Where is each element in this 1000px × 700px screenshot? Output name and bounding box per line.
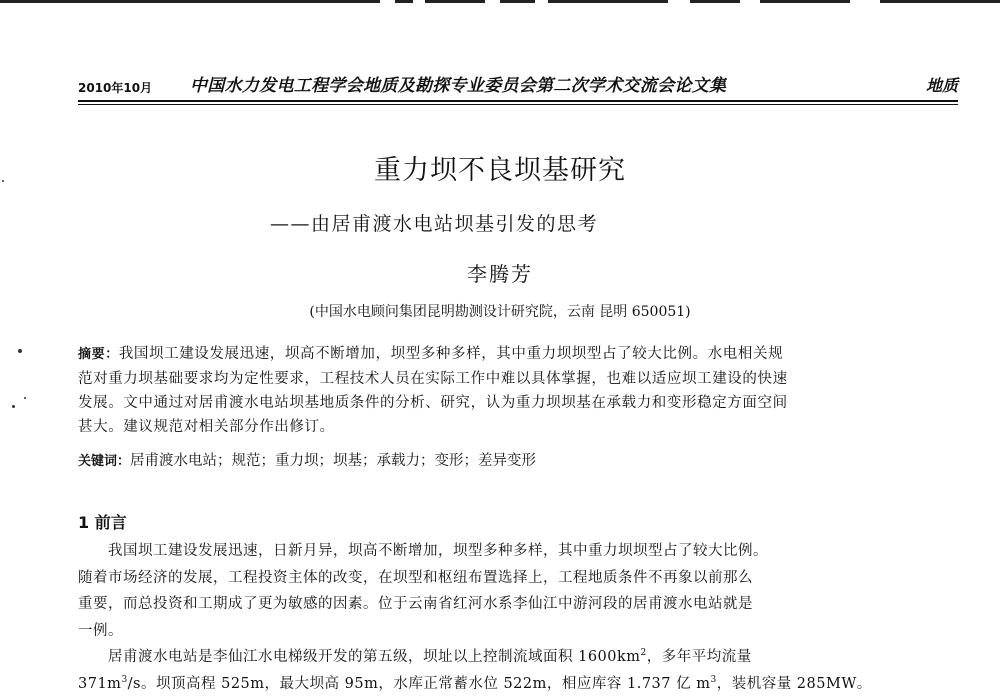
keywords-text: 居甫渡水电站；规范；重力坝；坝基；承载力；变形；差异变形 <box>130 453 537 469</box>
keywords <box>78 449 536 470</box>
superscript: 3 <box>121 674 128 685</box>
abstract-line-2: 范对重力坝基础要求均为定性要求，工程技术人员在实际工作中难以具体掌握，也难以适应坝工建设的快速 <box>78 371 788 387</box>
body-line <box>78 671 938 698</box>
author-affiliation: (中国水电顾问集团昆明勘测设计研究院，云南 昆明 650051) <box>309 304 691 320</box>
abstract-line-1 <box>78 342 934 367</box>
header-rule <box>78 100 958 102</box>
body-line: 一例。 <box>78 622 123 639</box>
abstract-label: 摘要： <box>78 347 119 362</box>
body-text-segment: /s。坝顶高程 525m，最大坝高 95m，水库正常蓄水位 522m，相应库容 1.737 亿 m <box>127 675 711 692</box>
scan-speck <box>12 405 15 408</box>
paper-title: 重力坝不良坝基研究 <box>374 155 626 186</box>
running-header <box>78 72 958 96</box>
body-line: 随着市场经济的发展，工程投资主体的改变，在坝型和枢纽布置选择上，工程地质条件不再象以前那么 <box>78 569 753 586</box>
header-rule-thin <box>78 104 958 105</box>
paper-author: 李腾芳 <box>467 262 533 286</box>
section-body <box>78 538 938 697</box>
body-text-segment: ，装机容量 285MW。 <box>716 675 872 692</box>
body-text-segment: 居甫渡水电站是李仙江水电梯级开发的第五级，坝址以上控制流域面积 1600km <box>108 649 641 665</box>
abstract-text: 我国坝工建设发展迅速，坝高不断增加，坝型多种多样，其中重力坝坝型占了较大比例。水电相关规 <box>118 346 784 362</box>
header-section: 地质 <box>925 76 958 95</box>
abstract-line-3: 发展。文中通过对居甫渡水电站坝基地质条件的分析、研究，认为重力坝坝基在承载力和变形稳定方面空间 <box>78 395 788 411</box>
scan-speck <box>24 397 26 399</box>
superscript: 2 <box>640 648 647 658</box>
abstract <box>78 342 934 439</box>
scan-speck <box>18 349 22 353</box>
body-line: 我国坝工建设发展迅速，日新月异，坝高不断增加，坝型多种多样，其中重力坝坝型占了较大比例。 <box>108 543 768 559</box>
header-date: 2010年10月 <box>78 81 153 95</box>
abstract-line-4: 甚大。建议规范对相关部分作出修订。 <box>78 419 335 435</box>
body-line <box>78 644 938 671</box>
paper-subtitle: ——由居甫渡水电站坝基引发的思考 <box>270 213 599 235</box>
keywords-label: 关键词： <box>78 454 131 469</box>
superscript: 3 <box>710 674 717 685</box>
section-heading-intro: 1 前言 <box>78 513 127 532</box>
header-journal-name: 中国水力发电工程学会地质及勘探专业委员会第二次学术交流会论文集 <box>190 76 727 96</box>
body-line: 重要，而总投资和工期成了更为敏感的因素。位于云南省红河水系李仙江中游河段的居甫渡水电站就是 <box>78 596 753 612</box>
body-text-segment: 371m <box>78 675 122 692</box>
scan-top-edge <box>0 0 1000 4</box>
body-text-segment: ，多年平均流量 <box>646 649 752 665</box>
